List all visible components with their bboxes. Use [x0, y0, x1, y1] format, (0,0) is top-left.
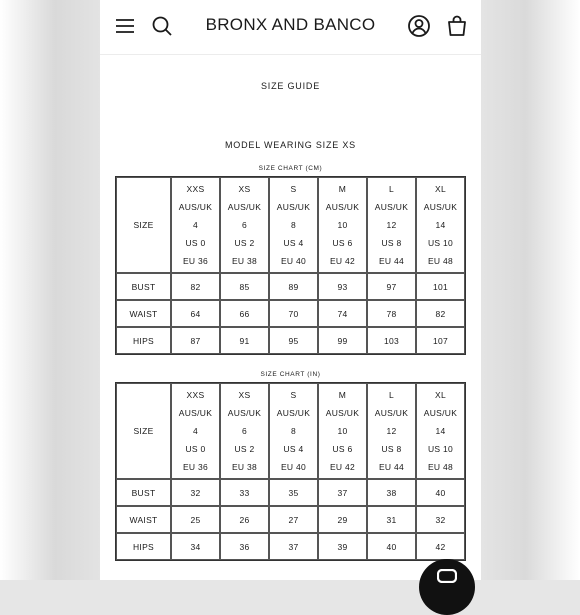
size-table-in [115, 382, 466, 561]
eu-size: EU 42 [329, 256, 356, 266]
aus-size: 10 [337, 220, 348, 230]
left-backdrop [0, 0, 100, 580]
row-label: BUST [116, 479, 171, 506]
size-column [220, 177, 269, 273]
size-column [269, 383, 318, 479]
table-cell: 31 [367, 506, 416, 533]
chart-title-in: SIZE CHART (IN) [260, 371, 321, 378]
table-cell: 38 [367, 479, 416, 506]
us-size: US 10 [427, 238, 454, 248]
aus-label: AUS/UK [374, 202, 409, 212]
table-cell: 66 [220, 300, 269, 327]
aus-label: AUS/UK [325, 408, 360, 418]
eu-size: EU 48 [427, 462, 454, 472]
eu-size: EU 48 [427, 256, 454, 266]
table-cell: 93 [318, 273, 367, 300]
aus-size: 4 [192, 426, 199, 436]
table-cell: 36 [220, 533, 269, 560]
size-letter: XS [238, 184, 251, 194]
size-letter: S [290, 390, 297, 400]
size-column [416, 177, 465, 273]
size-column [367, 177, 416, 273]
table-cell: 64 [171, 300, 220, 327]
table-cell: 78 [367, 300, 416, 327]
table-cell: 32 [171, 479, 220, 506]
table-cell: 34 [171, 533, 220, 560]
row-label: WAIST [116, 300, 171, 327]
measurement-row-waist [116, 300, 465, 327]
eu-size: EU 38 [231, 462, 258, 472]
table-cell: 42 [416, 533, 465, 560]
table-cell: 82 [171, 273, 220, 300]
aus-size: 6 [241, 426, 248, 436]
size-column [220, 383, 269, 479]
table-cell: 29 [318, 506, 367, 533]
row-label: HIPS [116, 327, 171, 354]
size-guide-page [100, 0, 481, 580]
account-icon[interactable] [407, 14, 431, 38]
eu-size: EU 44 [378, 462, 405, 472]
table-cell: 33 [220, 479, 269, 506]
table-cell: 25 [171, 506, 220, 533]
size-column [416, 383, 465, 479]
us-size: US 2 [234, 238, 255, 248]
size-letter: XS [238, 390, 251, 400]
table-cell: 97 [367, 273, 416, 300]
size-letter: XXS [186, 390, 205, 400]
size-label: SIZE [116, 177, 171, 273]
aus-size: 4 [192, 220, 199, 230]
aus-label: AUS/UK [227, 408, 262, 418]
eu-size: EU 44 [378, 256, 405, 266]
table-cell: 27 [269, 506, 318, 533]
size-column [318, 383, 367, 479]
aus-label: AUS/UK [178, 408, 213, 418]
table-cell: 37 [318, 479, 367, 506]
aus-size: 14 [435, 220, 446, 230]
table-cell: 26 [220, 506, 269, 533]
aus-label: AUS/UK [325, 202, 360, 212]
aus-label: AUS/UK [276, 408, 311, 418]
model-size-note: MODEL WEARING SIZE XS [225, 140, 356, 150]
aus-label: AUS/UK [178, 202, 213, 212]
aus-label: AUS/UK [423, 408, 458, 418]
table-cell: 82 [416, 300, 465, 327]
brand-logo[interactable]: BRONX AND BANCO [205, 15, 376, 34]
aus-size: 12 [386, 220, 397, 230]
site-header [100, 0, 481, 55]
row-label: WAIST [116, 506, 171, 533]
eu-size: EU 36 [182, 462, 209, 472]
us-size: US 4 [283, 238, 304, 248]
page-title: SIZE GUIDE [260, 81, 320, 91]
table-cell: 101 [416, 273, 465, 300]
size-letter: L [388, 390, 395, 400]
table-cell: 95 [269, 327, 318, 354]
us-size: US 4 [283, 444, 304, 454]
aus-label: AUS/UK [227, 202, 262, 212]
size-column [318, 177, 367, 273]
table-cell: 32 [416, 506, 465, 533]
size-letter: XL [435, 184, 446, 194]
table-cell: 107 [416, 327, 465, 354]
row-label: HIPS [116, 533, 171, 560]
size-column [171, 177, 220, 273]
us-size: US 10 [427, 444, 454, 454]
measurement-row-bust [116, 479, 465, 506]
table-cell: 37 [269, 533, 318, 560]
size-header-row [116, 383, 465, 479]
aus-size: 6 [241, 220, 248, 230]
size-letter: XL [435, 390, 446, 400]
size-letter: M [338, 390, 347, 400]
measurement-row-bust [116, 273, 465, 300]
row-label: BUST [116, 273, 171, 300]
size-label: SIZE [116, 383, 171, 479]
table-cell: 40 [416, 479, 465, 506]
table-cell: 39 [318, 533, 367, 560]
size-column [367, 383, 416, 479]
table-cell: 85 [220, 273, 269, 300]
aus-size: 10 [337, 426, 348, 436]
chat-button[interactable] [419, 559, 475, 615]
eu-size: EU 36 [182, 256, 209, 266]
chat-icon [437, 569, 457, 583]
size-column [269, 177, 318, 273]
size-table-cm [115, 176, 466, 355]
us-size: US 8 [381, 444, 402, 454]
size-column [171, 383, 220, 479]
size-letter: XXS [186, 184, 205, 194]
measurement-row-hips [116, 533, 465, 560]
table-cell: 35 [269, 479, 318, 506]
size-letter: S [290, 184, 297, 194]
eu-size: EU 40 [280, 256, 307, 266]
eu-size: EU 42 [329, 462, 356, 472]
table-cell: 89 [269, 273, 318, 300]
aus-label: AUS/UK [276, 202, 311, 212]
table-cell: 40 [367, 533, 416, 560]
table-cell: 103 [367, 327, 416, 354]
aus-label: AUS/UK [374, 408, 409, 418]
eu-size: EU 38 [231, 256, 258, 266]
us-size: US 6 [332, 238, 353, 248]
cart-icon[interactable] [445, 14, 469, 38]
measurement-row-hips [116, 327, 465, 354]
aus-size: 14 [435, 426, 446, 436]
size-letter: M [338, 184, 347, 194]
aus-size: 12 [386, 426, 397, 436]
table-cell: 74 [318, 300, 367, 327]
table-cell: 87 [171, 327, 220, 354]
eu-size: EU 40 [280, 462, 307, 472]
measurement-row-waist [116, 506, 465, 533]
size-letter: L [388, 184, 395, 194]
size-header-row [116, 177, 465, 273]
us-size: US 0 [185, 444, 206, 454]
aus-size: 8 [290, 220, 297, 230]
table-cell: 91 [220, 327, 269, 354]
table-cell: 99 [318, 327, 367, 354]
us-size: US 2 [234, 444, 255, 454]
aus-size: 8 [290, 426, 297, 436]
us-size: US 0 [185, 238, 206, 248]
right-backdrop [481, 0, 580, 580]
table-cell: 70 [269, 300, 318, 327]
aus-label: AUS/UK [423, 202, 458, 212]
us-size: US 6 [332, 444, 353, 454]
us-size: US 8 [381, 238, 402, 248]
chart-title-cm: SIZE CHART (CM) [258, 165, 323, 172]
